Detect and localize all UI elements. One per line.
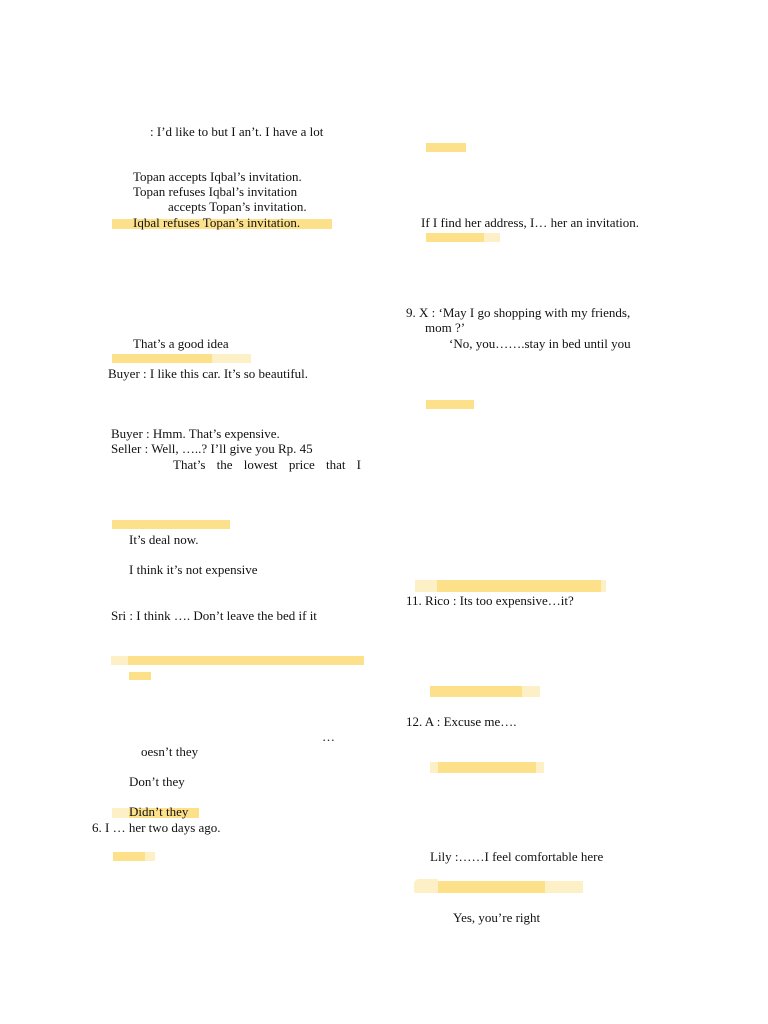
- option-c: accepts Topan’s invitation.: [168, 199, 307, 214]
- highlight-strip-pale: [601, 580, 606, 592]
- ellipsis-mark: …: [322, 729, 335, 744]
- highlight-strip-pale: [484, 233, 500, 242]
- option-line-highlighted: Didn’t they: [129, 804, 189, 819]
- dialogue-line: Seller : Well, …..? I’ll give you Rp. 45: [111, 441, 313, 456]
- highlight-strip: [426, 400, 474, 409]
- highlight-strip: [438, 881, 545, 893]
- option-line: I think it’s not expensive: [129, 562, 258, 577]
- highlight-strip-pale: [111, 656, 128, 665]
- dialogue-line: Sri : I think …. Don’t leave the bed if it: [111, 608, 317, 623]
- option-line: Yes, you’re right: [453, 910, 541, 925]
- question-12: 12. A : Excuse me….: [406, 714, 517, 729]
- question-11: 11. Rico : Its too expensive…it?: [406, 593, 574, 608]
- question-6: 6. I … her two days ago.: [92, 820, 221, 835]
- dialogue-line: ‘No, you…….stay in bed until you: [449, 336, 631, 351]
- option-d-highlighted: [133, 215, 300, 230]
- option-d-period: .: [296, 215, 301, 230]
- highlight-strip: [112, 354, 212, 363]
- highlight-strip: [129, 672, 151, 680]
- highlight-strip-pale: [545, 881, 583, 893]
- option-a: Topan accepts Iqbal’s invitation.: [133, 169, 302, 184]
- option-line: It’s deal now.: [129, 532, 199, 547]
- highlight-strip-pale: [414, 879, 438, 893]
- highlight-strip: [128, 656, 364, 665]
- dialogue-line: Buyer : I like this car. It’s so beautiful.: [108, 366, 309, 381]
- highlight-strip-pale: [212, 354, 251, 363]
- highlight-strip: [438, 762, 536, 773]
- dialogue-line: Lily :……I feel comfortable here: [430, 849, 604, 864]
- justified-text: That’s the lowest price that I: [173, 457, 361, 472]
- highlight-strip: [426, 143, 466, 152]
- dialogue-line: If I find her address, I… her an invitation.: [421, 215, 640, 230]
- dialogue-line: Buyer : Hmm. That’s expensive.: [111, 426, 280, 441]
- highlight-strip: [113, 852, 145, 861]
- dialogue-line-justified: [173, 457, 361, 472]
- option-d-text: Iqbal refuses Topan’s invitation: [133, 215, 297, 230]
- question-9: 9. X : ‘May I go shopping with my friends,: [406, 305, 631, 320]
- option-line: Don’t they: [129, 774, 185, 789]
- question-9-cont: mom ?’: [425, 320, 466, 335]
- dialogue-line: : I’d like to but I an’t. I have a lot: [150, 124, 324, 139]
- option-line: oesn’t they: [141, 744, 199, 759]
- highlight-strip-pale: [112, 808, 129, 818]
- highlight-strip: [437, 580, 601, 592]
- highlight-strip: [426, 233, 484, 242]
- option-line: That’s a good idea: [133, 336, 229, 351]
- highlight-strip-pale: [430, 762, 438, 773]
- option-b: Topan refuses Iqbal’s invitation: [133, 184, 298, 199]
- highlight-strip-pale: [536, 762, 544, 773]
- highlight-strip: [112, 520, 230, 529]
- highlight-strip-pale: [522, 686, 540, 697]
- highlight-strip: [430, 686, 522, 697]
- highlight-strip-pale: [145, 852, 155, 861]
- highlight-strip-pale: [415, 580, 437, 592]
